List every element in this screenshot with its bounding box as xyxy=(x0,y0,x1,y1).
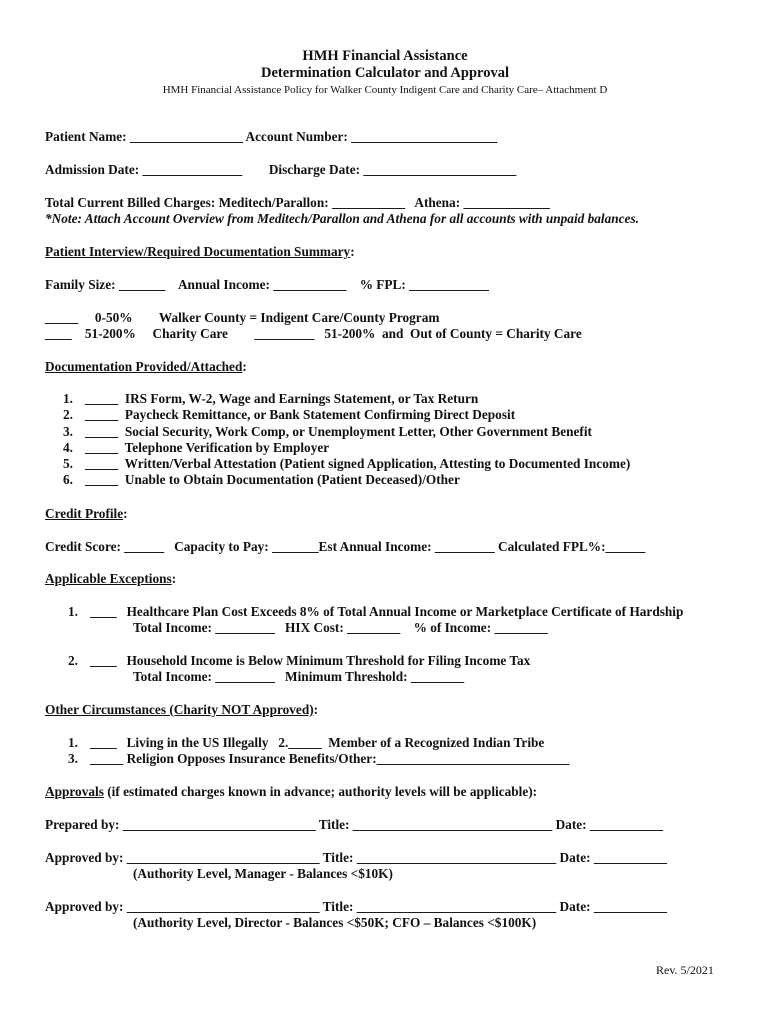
exceptions-heading-colon: : xyxy=(171,571,177,586)
item-number: 1. xyxy=(63,391,73,406)
item-text: _____ Social Security, Work Comp, or Unemployment Letter, Other Government Benefit xyxy=(85,424,592,439)
other-heading-text: Other Circumstances (Charity NOT Approved) xyxy=(45,702,314,717)
item-text: ____ Healthcare Plan Cost Exceeds 8% of Total Annual Income or Marketplace Certificate of Hardship xyxy=(90,604,684,619)
exceptions-section-heading xyxy=(45,571,176,587)
exception-item-1[interactable] xyxy=(68,604,683,620)
documentation-item[interactable] xyxy=(63,472,460,488)
admission-discharge-line[interactable]: Admission Date: _______________ Discharge Date: _______________________ xyxy=(45,162,517,177)
documentation-item[interactable] xyxy=(63,391,478,407)
form-title: HMH Financial Assistance xyxy=(302,48,468,64)
item-number: 1. xyxy=(68,735,78,750)
documentation-item[interactable] xyxy=(63,407,515,423)
director-authority-note: (Authority Level, Director - Balances <$50K; CFO – Balances <$100K) xyxy=(133,915,537,930)
family-income-fpl-line[interactable]: Family Size: _______ Annual Income: ___________ % FPL: ____________ xyxy=(45,277,489,292)
item-number: 3. xyxy=(63,424,73,439)
fpl-range-charity[interactable]: ____ 51-200% Charity Care _________ 51-200% and Out of County = Charity Care xyxy=(45,326,582,341)
item-text: _____ IRS Form, W-2, Wage and Earnings Statement, or Tax Return xyxy=(85,391,479,406)
exceptions-heading-text: Applicable Exceptions xyxy=(45,571,172,586)
other-circumstance-line-1[interactable] xyxy=(68,735,544,751)
form-subtitle-title: Determination Calculator and Approval xyxy=(261,65,509,81)
attachment-note: *Note: Attach Account Overview from Meditech/Parallon and Athena for all accounts with unpaid balances. xyxy=(45,211,639,226)
other-circumstances-heading xyxy=(45,702,318,718)
approvals-note: (if estimated charges known in advance; authority levels will be applicable): xyxy=(103,784,538,799)
item-text: _____ Written/Verbal Attestation (Patient signed Application, Attesting to Documented Income) xyxy=(85,456,631,471)
approvals-heading-text: Approvals xyxy=(45,784,104,799)
credit-section-heading xyxy=(45,506,128,522)
documentation-item[interactable] xyxy=(63,456,630,472)
documentation-section-heading xyxy=(45,359,247,375)
item-number: 3. xyxy=(68,751,78,766)
billed-charges-line[interactable]: Total Current Billed Charges: Meditech/Parallon: ___________ Athena: _____________ xyxy=(45,195,550,210)
documentation-heading-colon: : xyxy=(242,359,247,374)
item-number: 2. xyxy=(63,407,73,422)
other-circumstance-line-2[interactable] xyxy=(68,751,569,767)
credit-profile-line[interactable]: Credit Score: ______ Capacity to Pay: _______Est Annual Income: _________ Calculated FPL%:______ xyxy=(45,539,646,554)
credit-heading-text: Credit Profile xyxy=(45,506,124,521)
documentation-item[interactable] xyxy=(63,440,329,456)
credit-heading-colon: : xyxy=(123,506,128,521)
item-text: ____ Living in the US Illegally 2._____ Member of a Recognized Indian Tribe xyxy=(90,735,545,750)
interview-heading-colon: : xyxy=(350,244,355,259)
exception-2-income-line[interactable]: Total Income: _________ Minimum Threshold: ________ xyxy=(133,669,465,684)
approvals-heading xyxy=(45,784,537,800)
exception-item-2[interactable] xyxy=(68,653,530,669)
item-text: _____ Telephone Verification by Employer xyxy=(85,440,330,455)
item-number: 5. xyxy=(63,456,73,471)
exception-1-income-line[interactable]: Total Income: _________ HIX Cost: ________ % of Income: ________ xyxy=(133,620,548,635)
manager-authority-note: (Authority Level, Manager - Balances <$10K) xyxy=(133,866,393,881)
prepared-by-line[interactable]: Prepared by: _____________________________ Title: ______________________________ Date: ___________ xyxy=(45,817,664,832)
item-number: 4. xyxy=(63,440,73,455)
item-text: _____ Unable to Obtain Documentation (Patient Deceased)/Other xyxy=(85,472,460,487)
approved-by-manager-line[interactable]: Approved by: _____________________________ Title: ______________________________ Date: ___________ xyxy=(45,850,667,865)
other-heading-colon: : xyxy=(313,702,319,717)
item-number: 1. xyxy=(68,604,78,619)
revision-date: Rev. 5/2021 xyxy=(656,963,714,977)
approved-by-director-line[interactable]: Approved by: _____________________________ Title: ______________________________ Date: ___________ xyxy=(45,899,667,914)
documentation-item[interactable] xyxy=(63,424,592,440)
interview-section-heading xyxy=(45,244,355,260)
item-text: _____ Paycheck Remittance, or Bank Statement Confirming Direct Deposit xyxy=(85,407,516,422)
patient-name-account-line[interactable]: Patient Name: _________________ Account Number: ______________________ xyxy=(45,129,498,144)
documentation-heading-text: Documentation Provided/Attached xyxy=(45,359,243,374)
item-text: _____ Religion Opposes Insurance Benefits/Other:_____________________________ xyxy=(90,751,570,766)
item-number: 6. xyxy=(63,472,73,487)
interview-heading-text: Patient Interview/Required Documentation Summary xyxy=(45,244,351,259)
item-text: ____ Household Income is Below Minimum Threshold for Filing Income Tax xyxy=(90,653,531,668)
fpl-range-indigent[interactable]: _____ 0-50% Walker County = Indigent Care/County Program xyxy=(45,310,440,325)
policy-reference: HMH Financial Assistance Policy for Walker County Indigent Care and Charity Care– Attachment D xyxy=(162,84,608,96)
item-number: 2. xyxy=(68,653,78,668)
